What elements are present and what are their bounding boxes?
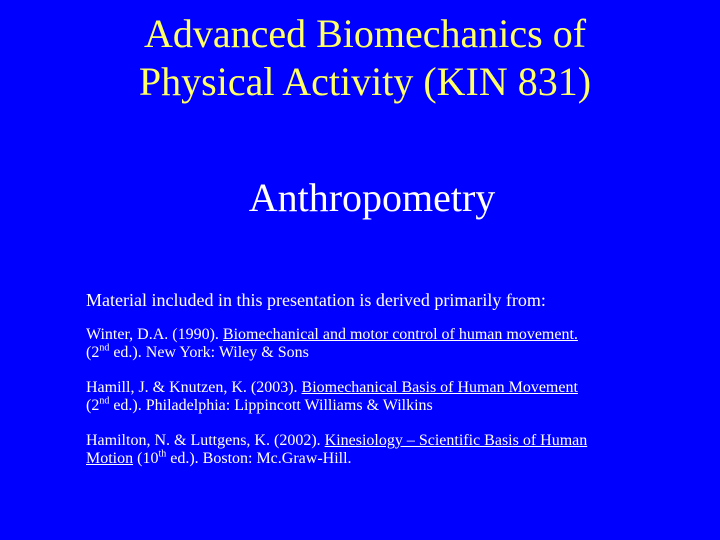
reference-work-title-cont: Motion xyxy=(86,450,134,467)
reference-edition-suffix: th xyxy=(158,448,167,460)
reference-line xyxy=(86,397,578,415)
reference-publisher: ed.). Philadelphia: Lippincott Williams & Wilkins xyxy=(109,397,433,414)
reference-work-title: Biomechanical Basis of Human Movement xyxy=(301,379,578,396)
reference-line xyxy=(86,344,578,362)
reference-edition-suffix: nd xyxy=(99,395,110,407)
reference-line xyxy=(86,432,587,450)
reference-work-title: Biomechanical and motor control of human movement. xyxy=(222,326,578,343)
reference-line xyxy=(86,326,578,344)
reference-work-title: Kinesiology – Scientific Basis of Human xyxy=(324,432,588,449)
reference-hamilton xyxy=(86,432,587,468)
reference-publisher: ed.). New York: Wiley & Sons xyxy=(109,344,309,361)
reference-edition: (10 xyxy=(133,450,159,467)
reference-author: Winter, D.A. (1990). xyxy=(86,326,223,343)
reference-hamill xyxy=(86,379,578,415)
reference-author: Hamill, J. & Knutzen, K. (2003). xyxy=(86,379,302,396)
reference-winter xyxy=(86,326,578,362)
reference-publisher: ed.). Boston: Mc.Graw-Hill. xyxy=(166,450,352,467)
reference-author: Hamilton, N. & Luttgens, K. (2002). xyxy=(86,432,325,449)
title-line-2: Physical Activity (KIN 831) xyxy=(138,59,592,104)
reference-edition: (2 xyxy=(86,397,100,414)
slide-title xyxy=(60,10,670,106)
reference-edition-suffix: nd xyxy=(99,342,110,354)
title-line-1: Advanced Biomechanics of xyxy=(143,11,587,56)
intro-text: Material included in this presentation is derived primarily from: xyxy=(86,290,546,310)
reference-line xyxy=(86,379,578,397)
slide-subtitle: Anthropometry xyxy=(248,175,496,220)
reference-edition: (2 xyxy=(86,344,100,361)
reference-line xyxy=(86,450,587,468)
